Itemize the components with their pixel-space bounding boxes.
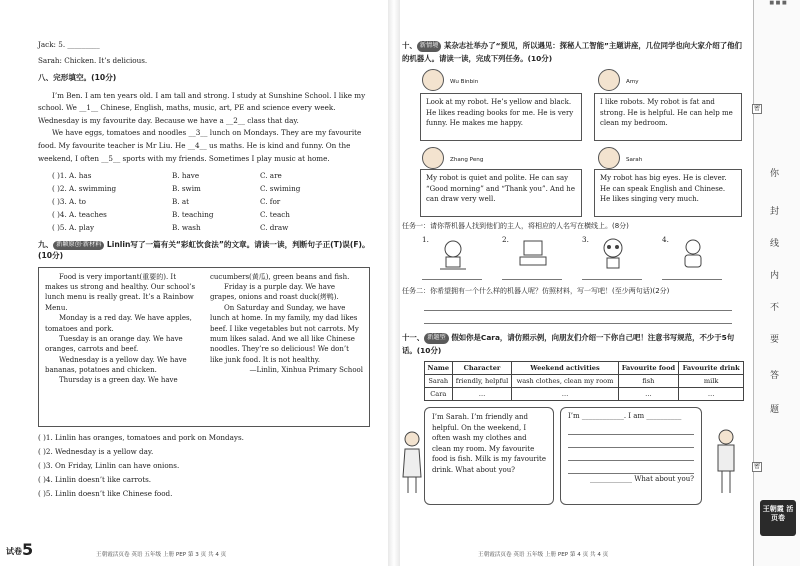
option-row: ( )5. A. play B. wash C. draw bbox=[52, 222, 289, 232]
tf-item: ( )4. Linlin doesn’t like carrots. bbox=[38, 474, 152, 484]
new-context-badge: 新情境 bbox=[417, 41, 442, 52]
robot-section bbox=[402, 65, 742, 220]
robot-owner-name: Amy bbox=[626, 79, 639, 86]
writing-line[interactable] bbox=[568, 435, 694, 448]
robot-description: I like robots. My robot is fat and strong. He is helpful. He can help me clean my bedroom. bbox=[594, 93, 742, 141]
table-row: Sarah friendly, helpful wash clothes, clean my room fish milk bbox=[425, 375, 744, 388]
seal-mark: 密 bbox=[752, 462, 762, 472]
writing-prompt-start: I’m ____________. I am __________ bbox=[568, 412, 682, 421]
binding-char: 答 bbox=[770, 371, 780, 381]
writing-line[interactable] bbox=[568, 448, 694, 461]
task-2: 任务二：你希望拥有一个什么样的机器人呢？仿照材料，写一写吧！(至少两句话)(2分) bbox=[402, 286, 670, 295]
brand-logo: 王朝霞 活页卷 bbox=[760, 500, 796, 536]
robot-picture: 2. bbox=[502, 235, 582, 285]
robot-picture: 4. bbox=[662, 235, 742, 285]
dialog-line: Jack: 5. _________ bbox=[38, 40, 100, 49]
info-table bbox=[424, 361, 744, 401]
writing-line[interactable] bbox=[424, 311, 732, 324]
robot-description: Look at my robot. He’s yellow and black. He likes reading books for me. He is very funny. He makes me happy. bbox=[420, 93, 582, 141]
option-row: ( )2. A. swimming B. swim C. swiming bbox=[52, 183, 301, 193]
binding-char: 题 bbox=[770, 405, 780, 415]
writing-area bbox=[402, 407, 742, 507]
binding-char: 内 bbox=[770, 271, 780, 281]
robot-icon bbox=[676, 237, 710, 271]
girl-icon bbox=[402, 429, 422, 499]
footer: 王朝霞活页卷 英语 五年级 上册 PEP 第 4 页 共 4 页 bbox=[478, 552, 609, 559]
writing-line[interactable] bbox=[424, 298, 732, 311]
cloze-options bbox=[38, 169, 370, 234]
robot-icon bbox=[436, 237, 470, 271]
robot-owner-name: Wu Binbin bbox=[450, 79, 479, 86]
binding-char: 线 bbox=[770, 239, 780, 249]
writing-prompt-end: ____________ What about you? bbox=[590, 474, 694, 483]
footer: 王朝霞活页卷 英语 五年级 上册 PEP 第 3 页 共 4 页 bbox=[96, 552, 227, 559]
left-page bbox=[0, 0, 390, 566]
tf-item: ( )3. On Friday, Linlin can have onions. bbox=[38, 460, 180, 470]
true-false-list bbox=[38, 431, 370, 501]
table-row: Cara … … … … bbox=[425, 388, 744, 401]
avatar bbox=[422, 147, 444, 169]
tf-item: ( )1. Linlin has oranges, tomatoes and pork on Mondays. bbox=[38, 432, 244, 442]
dialog-line: Sarah: Chicken. It’s delicious. bbox=[38, 55, 148, 65]
tf-item: ( )2. Wednesday is a yellow day. bbox=[38, 446, 154, 456]
binding-char: 不 bbox=[770, 303, 780, 313]
rainbow-menu-article bbox=[38, 267, 370, 427]
right-page bbox=[398, 0, 750, 566]
robot-owner-name: Sarah bbox=[626, 157, 643, 164]
section-9-title: 九、 新颖原创·新材料 Linlin写了一篇有关“彩虹饮食法”的文章。请读一读，判断句子正(T)误(F)。(10分) bbox=[38, 240, 370, 260]
table-header-row: Name Character Weekend activities Favourite food Favourite drink bbox=[425, 362, 744, 375]
option-row: ( )1. A. has B. have C. are bbox=[52, 170, 282, 180]
sample-bubble: I’m Sarah. I’m friendly and helpful. On the weekend, I often wash my clothes and clean my room. My favourite food is fish. Milk is my favourite drink. What about you? bbox=[424, 407, 554, 505]
robot-icon bbox=[596, 237, 630, 271]
binding-char: 封 bbox=[770, 207, 780, 217]
new-material-badge: 新颖原创·新材料 bbox=[53, 241, 104, 249]
section-8-title: 八、完形填空。(10分) bbox=[38, 73, 117, 83]
robot-icon bbox=[516, 237, 550, 271]
robot-picture: 3. bbox=[582, 235, 662, 285]
avatar bbox=[598, 147, 620, 169]
section-10-title: 十、 新情境 某杂志社举办了“预见，所以遇见：探秘人工智能”主题讲座，几位同学也向大家介绍了他们的机器人。请读一读，完成下列任务。(10分) bbox=[402, 41, 742, 63]
robot-description: My robot has big eyes. He is clever. He can speak English and Chinese. He likes singing very much. bbox=[594, 169, 742, 217]
binding-margin: ■ ■ ■ 密 你 封 线 内 不 要 答 题 密 王朝霞 活页卷 bbox=[753, 0, 800, 566]
writing-line[interactable] bbox=[568, 422, 694, 435]
boy-icon bbox=[714, 427, 738, 501]
binding-char: 你 bbox=[770, 169, 780, 179]
article-column-left: Food is very important(重要的). It makes us strong and healthy. Our school’s lunch menu is really great. It’s a Rainbow Menu. Monday is a red day. We have apples, tomatoes and pork. Tuesday is an orange day. We have oranges, carrots and beef. Wednesday is a yellow day. We have bananas, potatoes and chicken. Thursday is a green day. We have bbox=[45, 272, 196, 385]
article-column-right: cucumbers(黄瓜), green beans and fish. Friday is a purple day. We have grapes, onions and roast duck(烤鸭). On Saturday and Sunday, we have lunch at home. In my family, my dad likes beef. I like vegetables but not carrots. My mum likes salad. And we all like Chinese noodles. They’re so delicious! We don’t like junk food. It is not healthy. —Linlin, Xinhua Primary School bbox=[210, 272, 363, 374]
option-row: ( )3. A. to B. at C. for bbox=[52, 196, 281, 206]
robot-picture: 1. bbox=[422, 235, 502, 285]
robot-owner-name: Zhang Peng bbox=[450, 157, 484, 164]
writing-bubble bbox=[560, 407, 702, 505]
task-1: 任务一：请你帮机器人找到他们的主人，将相应的人名写在横线上。(8分) bbox=[402, 222, 629, 231]
cloze-paragraph: I’m Ben. I am ten years old. I am tall and strong. I study at Sunshine School. I like my school. We __1__ Chinese, English, maths, music, art, PE and science every week. Wednesday is my favourite day. Because we have a __2__ class that day. bbox=[38, 90, 366, 125]
binding-char: 要 bbox=[770, 335, 780, 345]
page-number: 试卷 5 bbox=[6, 540, 34, 559]
writing-line[interactable] bbox=[568, 461, 694, 474]
tf-item: ( )5. Linlin doesn’t like Chinese food. bbox=[38, 488, 173, 498]
section-11-title: 十一、 新题型 假如你是Cara，请仿照示例，向朋友们介绍一下你自己吧！注意书写规范，不少于5句话。(10分) bbox=[402, 333, 735, 355]
seal-mark: 密 bbox=[752, 104, 762, 114]
avatar bbox=[422, 69, 444, 91]
robot-description: My robot is quiet and polite. He can say “Good morning” and “Thank you”. And he can draw very well. bbox=[420, 169, 582, 217]
avatar bbox=[598, 69, 620, 91]
new-type-badge: 新题型 bbox=[424, 333, 449, 344]
cloze-paragraph: We have eggs, tomatoes and noodles __3__ lunch on Mondays. They are my favourite food. My favourite teacher is Mr Liu. He __4__ us maths. He is kind and funny. On the weekend, I often __5__ sports with my friends. Sometimes I play music at home. bbox=[38, 128, 362, 163]
article-signature: —Linlin, Xinhua Primary School bbox=[249, 365, 363, 374]
robot-pictures bbox=[402, 235, 742, 285]
option-row: ( )4. A. teaches B. teaching C. teach bbox=[52, 209, 290, 219]
